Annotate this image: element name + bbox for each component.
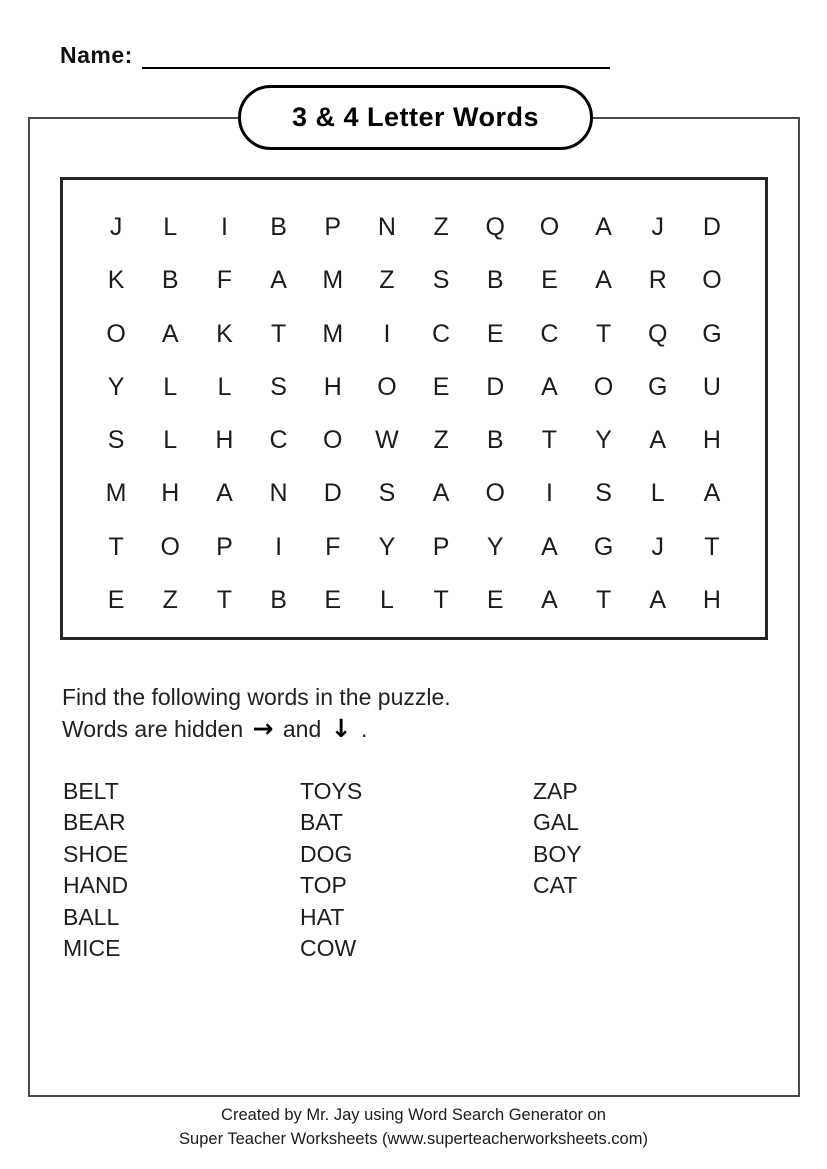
grid-letter-r7c8: Y: [486, 532, 504, 561]
grid-letter-r5c8: B: [486, 426, 504, 455]
grid-letter-r4c12: U: [702, 372, 721, 401]
grid-letter-r3c4: T: [270, 319, 287, 348]
grid-letter-r3c7: C: [432, 319, 451, 348]
grid-letter-r2c1: K: [107, 266, 125, 295]
word-item: BALL: [63, 903, 120, 930]
word-list-column-2: [300, 776, 362, 964]
grid-letter-r1c10: A: [595, 213, 612, 242]
grid-letter-r7c4: I: [275, 532, 283, 561]
name-row: [60, 42, 610, 69]
grid-letter-r3c8: E: [486, 319, 504, 348]
grid-letter-r5c12: H: [702, 426, 721, 455]
grid-letter-r2c11: R: [648, 266, 667, 295]
grid-letter-r2c9: E: [541, 266, 558, 295]
grid-letter-r5c9: T: [541, 426, 558, 455]
footer-line1: Created by Mr. Jay using Word Search Generator on: [221, 1106, 606, 1124]
word-search-grid-box: [60, 177, 768, 640]
word-item: BEAR: [63, 809, 126, 836]
grid-letter-r8c11: A: [649, 585, 667, 614]
grid-letter-r8c9: A: [541, 585, 558, 614]
grid-letter-r2c2: B: [161, 266, 179, 295]
word-item: ZAP: [533, 778, 578, 804]
grid-letter-r2c3: F: [216, 266, 233, 295]
name-blank-line: [142, 47, 610, 69]
instructions-line1: Find the following words in the puzzle.: [62, 684, 451, 710]
grid-letter-r8c1: E: [107, 585, 125, 614]
grid-letter-r1c3: I: [220, 213, 228, 242]
page-title: 3 & 4 Letter Words: [291, 102, 540, 132]
grid-letter-r5c4: C: [269, 426, 288, 455]
grid-letter-r7c3: P: [216, 532, 233, 561]
grid-letter-r5c10: Y: [595, 426, 612, 455]
grid-letter-r7c5: F: [325, 532, 341, 561]
grid-letter-r2c7: S: [432, 266, 450, 295]
grid-letter-r6c6: S: [378, 479, 396, 508]
grid-letter-r1c8: Q: [485, 213, 505, 242]
grid-letter-r4c4: S: [270, 372, 287, 401]
instructions: [62, 681, 451, 745]
grid-letter-r6c2: H: [161, 479, 180, 508]
grid-letter-r4c11: G: [648, 372, 668, 401]
grid-letter-r5c3: H: [215, 426, 234, 455]
grid-letter-r4c5: H: [323, 372, 342, 401]
grid-letter-r6c5: D: [323, 479, 342, 508]
grid-letter-r6c8: O: [485, 479, 505, 508]
grid-letter-r1c7: Z: [433, 213, 449, 242]
grid-letter-r2c10: A: [595, 266, 612, 295]
word-item: BELT: [63, 778, 119, 804]
grid-letter-r6c11: L: [650, 479, 665, 508]
word-item: BOY: [533, 840, 582, 867]
grid-letter-r4c3: L: [217, 372, 232, 401]
grid-letter-r8c6: L: [379, 585, 394, 614]
word-item: TOP: [300, 872, 347, 899]
grid-letter-r6c7: A: [432, 479, 450, 508]
grid-letter-r6c9: I: [545, 479, 553, 508]
word-item: HAT: [300, 903, 345, 930]
grid-letter-r1c1: J: [109, 213, 123, 242]
grid-letter-r7c9: A: [541, 532, 558, 561]
instructions-line2: [62, 713, 451, 745]
grid-letter-r3c12: G: [702, 319, 722, 348]
word-item: MICE: [63, 935, 121, 962]
grid-letter-r3c5: M: [322, 319, 344, 348]
grid-letter-r4c1: Y: [107, 372, 125, 401]
grid-letter-r7c10: G: [593, 532, 614, 561]
grid-letter-r8c7: T: [433, 585, 449, 614]
grid-letter-r3c6: I: [383, 319, 391, 348]
down-arrow-icon: ↓: [330, 714, 352, 743]
grid-letter-r4c6: O: [377, 372, 397, 401]
grid-letter-r8c4: B: [270, 585, 287, 614]
grid-letter-r2c6: Z: [379, 266, 395, 295]
word-item: SHOE: [63, 840, 129, 867]
footer-line2: Super Teacher Worksheets (www.superteacherworksheets.com): [179, 1129, 648, 1148]
word-item: CAT: [533, 872, 578, 899]
word-item: BAT: [300, 809, 344, 836]
grid-letter-r1c5: P: [324, 213, 342, 242]
grid-letter-r3c3: K: [216, 319, 233, 348]
grid-letter-r8c10: T: [595, 585, 612, 614]
word-list-column-1: [63, 776, 128, 964]
instructions-line2-middle: and: [282, 716, 322, 742]
grid-letter-r6c3: A: [216, 479, 233, 508]
word-item: HAND: [63, 872, 129, 899]
grid-letter-r8c8: E: [486, 585, 504, 614]
grid-letter-r7c1: T: [108, 532, 124, 561]
grid-letter-r8c12: H: [702, 585, 721, 614]
grid-letter-r2c4: A: [270, 266, 287, 295]
grid-letter-r3c1: O: [106, 319, 126, 348]
instructions-line2-end: .: [360, 716, 368, 742]
letter-grid: [63, 180, 765, 637]
grid-letter-r3c9: C: [540, 319, 559, 348]
grid-letter-r2c8: B: [486, 266, 504, 295]
grid-letter-r6c10: S: [595, 479, 612, 508]
word-item: TOYS: [300, 778, 363, 804]
grid-letter-r8c5: E: [324, 585, 342, 614]
word-item: DOG: [300, 840, 353, 867]
grid-letter-r4c7: E: [432, 372, 450, 401]
grid-letter-r5c5: O: [323, 426, 343, 455]
grid-letter-r4c10: O: [593, 372, 614, 401]
footer-credit: [0, 1104, 827, 1151]
word-item: GAL: [533, 809, 580, 836]
grid-letter-r8c2: Z: [162, 585, 178, 614]
grid-letter-r2c12: O: [702, 266, 722, 295]
grid-letter-r3c11: Q: [648, 319, 668, 348]
grid-letter-r7c11: J: [651, 532, 664, 561]
grid-letter-r5c1: S: [107, 426, 125, 455]
word-list-column-3: [533, 776, 582, 902]
name-label: Name:: [60, 42, 133, 68]
grid-letter-r5c7: Z: [433, 426, 449, 455]
grid-letter-r1c2: L: [163, 213, 178, 242]
grid-letter-r1c6: N: [377, 213, 396, 242]
grid-letter-r7c12: T: [704, 532, 720, 561]
grid-letter-r2c5: M: [322, 266, 344, 295]
grid-letter-r3c2: A: [161, 319, 179, 348]
grid-letter-r1c11: J: [651, 213, 664, 242]
grid-letter-r5c6: W: [375, 426, 399, 455]
grid-letter-r3c10: T: [595, 319, 612, 348]
grid-letter-r7c7: P: [432, 532, 450, 561]
grid-letter-r7c2: O: [160, 532, 180, 561]
grid-letter-r8c3: T: [216, 585, 233, 614]
grid-letter-r4c8: D: [486, 372, 505, 401]
instructions-line2-text: Words are hidden: [62, 716, 244, 742]
right-arrow-icon: →: [252, 714, 274, 743]
grid-letter-r7c6: Y: [378, 532, 396, 561]
grid-letter-r1c4: B: [270, 213, 287, 242]
grid-letter-r4c9: A: [541, 372, 558, 401]
grid-letter-r1c12: D: [702, 213, 721, 242]
grid-letter-r6c1: M: [105, 479, 127, 508]
grid-letter-r1c9: O: [539, 213, 560, 242]
grid-letter-r5c11: A: [649, 426, 667, 455]
title-banner: [238, 85, 593, 150]
grid-letter-r4c2: L: [163, 372, 178, 401]
grid-letter-r6c12: A: [703, 479, 721, 508]
word-item: COW: [300, 935, 357, 962]
grid-letter-r5c2: L: [163, 426, 178, 455]
grid-letter-r6c4: N: [269, 479, 288, 508]
